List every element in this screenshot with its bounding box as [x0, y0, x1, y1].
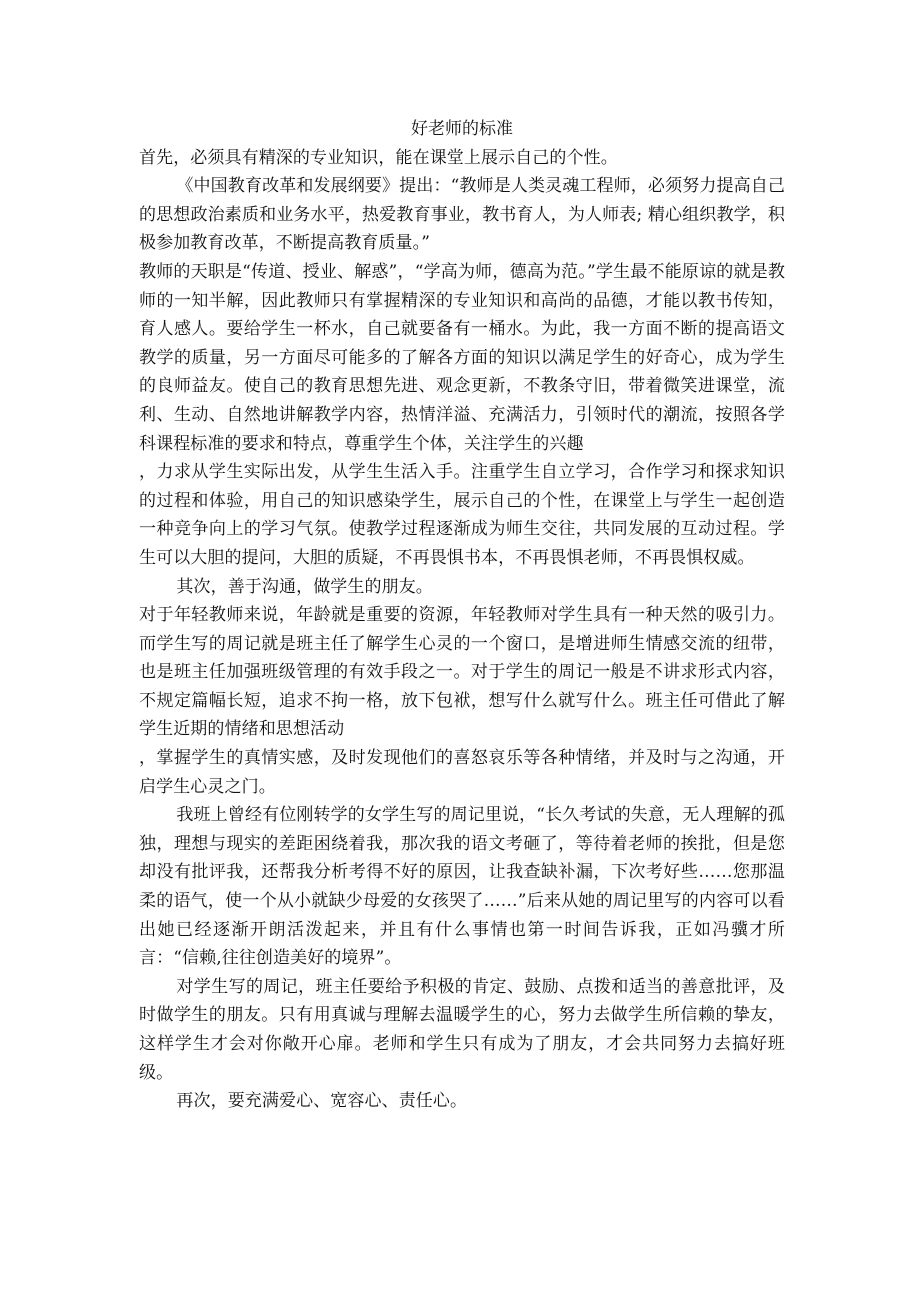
- paragraph-4: ，力求从学生实际出发，从学生生活入手。注重学生自立学习，合作学习和探求知识的过程和体验，用自己的知识感染学生，展示自己的个性，在课堂上与学生一起创造一种竞争向上的学习气氛。使教学过程逐渐成为师生交往，共同发展的互动过程。学生可以大胆的提问，大胆的质疑，不再畏惧书本，不再畏惧老师，不再畏惧权威。: [139, 462, 785, 568]
- paragraph-2: 《中国教育改革和发展纲要》提出：“教师是人类灵魂工程师，必须努力提高自己的思想政治素质和业务水平，热爱教育事业，教书育人，为人师表; 精心组织教学，积极参加教育改革，不断提高教育质量。”: [139, 176, 785, 254]
- paragraph-9: 对学生写的周记，班主任要给予积极的肯定、鼓励、点拨和适当的善意批评，及时做学生的朋友。只有用真诚与理解去温暖学生的心，努力去做学生所信赖的挚友，这样学生才会对你敞开心扉。老师和学生只有成为了朋友，才会共同努力去搞好班级。: [139, 976, 785, 1083]
- paragraph-5: 其次，善于沟通，做学生的朋友。: [176, 576, 433, 597]
- paragraph-6: 对于年轻教师来说，年龄就是重要的资源，年轻教师对学生具有一种天然的吸引力。而学生写的周记就是班主任了解学生心灵的一个窗口，是增进师生情感交流的纽带，也是班主任加强班级管理的有效手段之一。对于学生的周记一般是不讲求形式内容，不规定篇幅长短，追求不拘一格，放下包袱，想写什么就写什么。班主任可借此了解学生近期的情绪和思想活动: [139, 605, 785, 740]
- paragraph-8: 我班上曾经有位刚转学的女学生写的周记里说，“长久考试的失意，无人理解的孤独，理想与现实的差距困绕着我，那次我的语文考砸了，等待着老师的挨批，但是您却没有批评我，还帮我分析考得不好的原因，让我查缺补漏，下次考好些……您那温柔的语气，使一个从小就缺少母爱的女孩哭了……”后来从她的周记里写的内容可以看出她已经逐渐开朗活泼起来，并且有什么事情也第一时间告诉我，正如冯骥才所言：“信赖,往往创造美好的境界”。: [139, 805, 785, 969]
- paragraph-10: 再次，要充满爱心、宽容心、责任心。: [176, 1091, 468, 1112]
- document-title: 好老师的标准: [411, 119, 513, 139]
- paragraph-7: ，掌握学生的真情实感，及时发现他们的喜怒哀乐等各种情绪，并及时与之沟通，开启学生心灵之门。: [139, 748, 785, 797]
- document-page: [139, 115, 785, 1116]
- paragraph-1: 首先，必须具有精深的专业知识，能在课堂上展示自己的个性。: [139, 147, 618, 168]
- paragraph-3: 教师的天职是“传道、授业、解惑”，“学高为师，德高为范。”学生最不能原谅的就是教师的一知半解，因此教师只有掌握精深的专业知识和高尚的品德，才能以教书传知，育人感人。要给学生一杯水，自己就要备有一桶水。为此，我一方面不断的提高语文教学的质量，另一方面尽可能多的了解各方面的知识以满足学生的好奇心，成为学生的良师益友。使自己的教育思想先进、观念更新，不教条守旧，带着微笑进课堂，流利、生动、自然地讲解教学内容，热情洋溢、充满活力，引领时代的潮流，按照各学科课程标准的要求和特点，尊重学生个体，关注学生的兴趣: [139, 261, 785, 454]
